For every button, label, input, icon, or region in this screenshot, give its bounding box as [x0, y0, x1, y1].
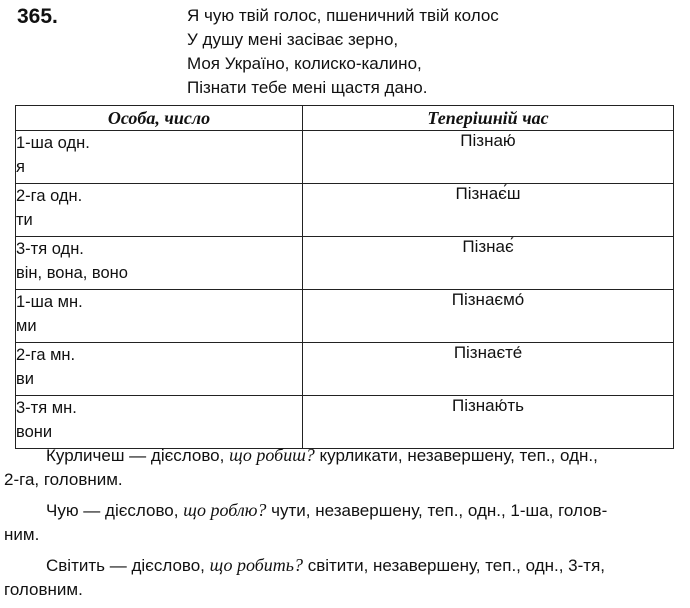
analysis-line: головним.: [4, 580, 83, 599]
person-cell: [16, 237, 303, 290]
conjugation-table: [15, 105, 674, 449]
poem-line: Пізнати тебе мені щастя дано.: [187, 78, 428, 97]
person-label: 1-ша мн.: [16, 293, 83, 311]
analysis-question: що робиш?: [229, 445, 315, 465]
table-row: [16, 131, 674, 184]
pronoun-label: я: [16, 158, 25, 176]
verb-form: Пізнає́: [303, 237, 674, 290]
analysis-question: що роблю?: [183, 500, 267, 520]
verb-analysis: [0, 498, 690, 547]
person-label: 3-тя мн.: [16, 399, 77, 417]
poem-line: Я чую твій голос, пшеничний твій колос: [187, 6, 499, 25]
pronoun-label: вони: [16, 423, 53, 441]
verb-form: Пізнаємо́: [303, 290, 674, 343]
analysis-line: [0, 498, 690, 523]
verb-form: Пізнаю́ть: [303, 396, 674, 449]
person-cell: [16, 184, 303, 237]
header-present-tense: Теперішній час: [303, 106, 674, 131]
analysis-rest: курликати, незавершену, теп., одн.,: [314, 446, 598, 465]
person-label: 1-ша одн.: [16, 134, 90, 152]
analysis-line: [0, 443, 690, 468]
verb-form: Пізнає́ш: [303, 184, 674, 237]
person-cell: [16, 396, 303, 449]
header-person-number: Особа, число: [16, 106, 303, 131]
person-cell: [16, 290, 303, 343]
analysis-lead: Світить — дієслово,: [46, 556, 210, 575]
pronoun-label: він, вона, воно: [16, 264, 128, 282]
table-row: [16, 343, 674, 396]
analysis-rest: світити, незавершену, теп., одн., 3-тя,: [302, 556, 606, 575]
person-label: 2-га одн.: [16, 187, 83, 205]
pronoun-label: ми: [16, 317, 37, 335]
verb-analysis: [0, 553, 690, 602]
analysis-notes: [0, 443, 690, 608]
table-row: [16, 184, 674, 237]
verb-form: Пізнаю́: [303, 131, 674, 184]
person-label: 3-тя одн.: [16, 240, 84, 258]
poem-line: Моя Україно, колиско-калино,: [187, 54, 422, 73]
table-row: [16, 237, 674, 290]
person-label: 2-га мн.: [16, 346, 76, 364]
analysis-lead: Чую — дієслово,: [46, 501, 184, 520]
verb-form: Пізнаєте́: [303, 343, 674, 396]
analysis-line: [0, 553, 690, 578]
analysis-question: що робить?: [209, 555, 303, 575]
analysis-line: 2-га, головним.: [4, 470, 123, 489]
analysis-lead: Курличеш — дієслово,: [46, 446, 230, 465]
exercise-number: 365.: [17, 5, 58, 28]
poem-line: У душу мені засіває зерно,: [187, 30, 399, 49]
table-header-row: [16, 106, 674, 131]
analysis-rest: чути, незавершену, теп., одн., 1-ша, голов-: [266, 501, 608, 520]
person-cell: [16, 131, 303, 184]
poem: [187, 4, 499, 100]
pronoun-label: ви: [16, 370, 34, 388]
verb-analysis: [0, 443, 690, 492]
pronoun-label: ти: [16, 211, 33, 229]
table-row: [16, 290, 674, 343]
table-row: [16, 396, 674, 449]
person-cell: [16, 343, 303, 396]
analysis-line: ним.: [4, 525, 40, 544]
